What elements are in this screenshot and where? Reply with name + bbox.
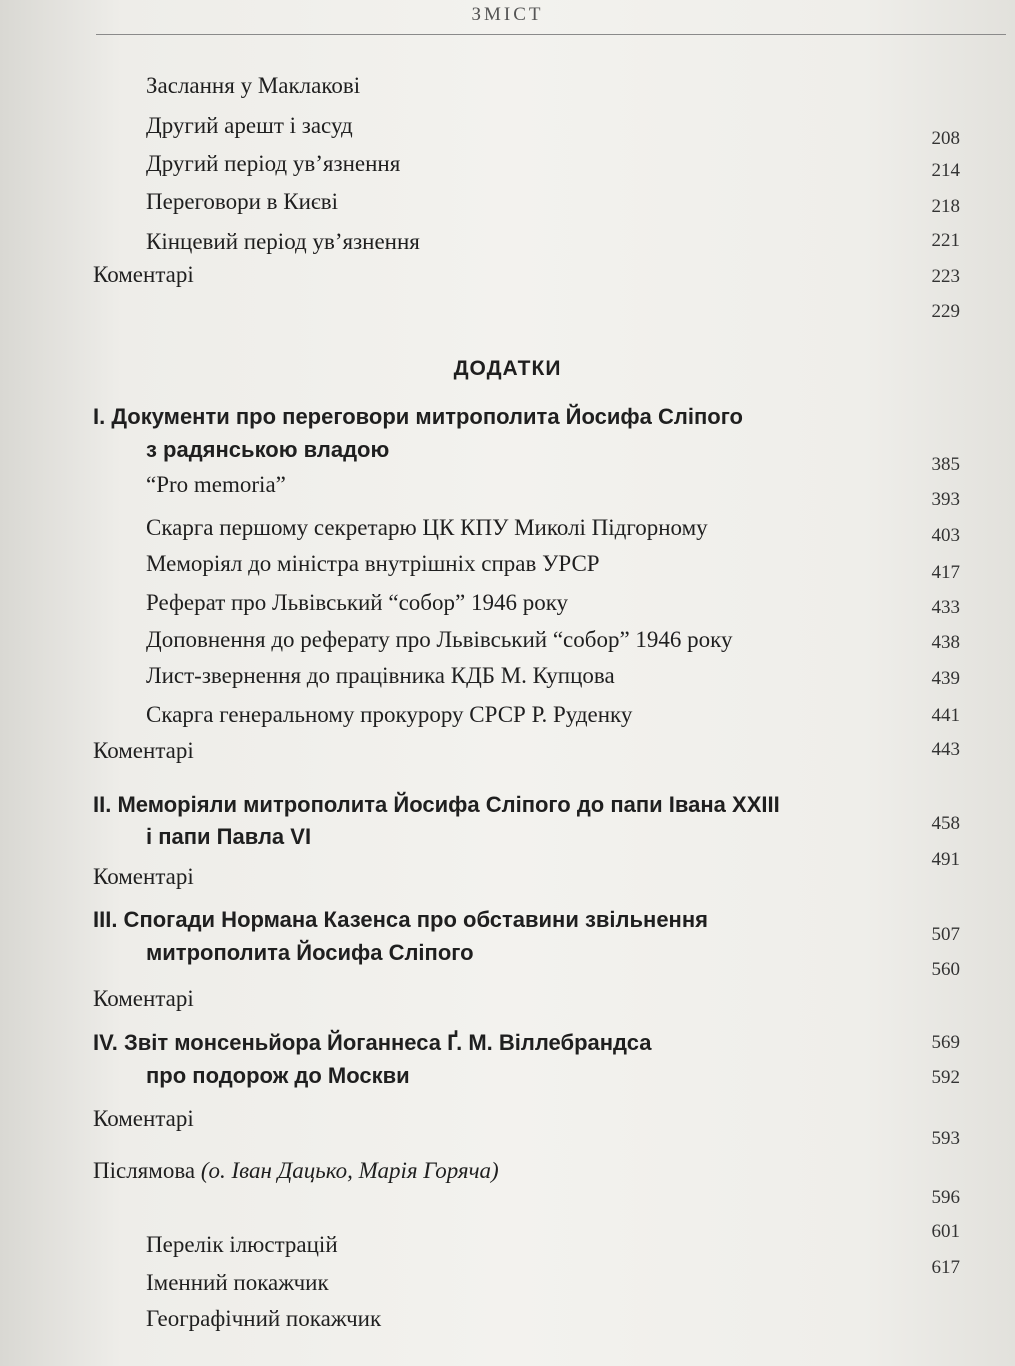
toc-entry: Коментарі xyxy=(93,986,194,1011)
page-number: 214 xyxy=(931,160,960,181)
part-title: ІІ. Меморіяли митрополита Йосифа Сліпого до папи Івана ХХІІІ xyxy=(93,792,780,817)
page-number: 443 xyxy=(931,739,960,760)
afterword-label: Післямова xyxy=(93,1158,196,1183)
toc-entry: Другий арешт і засуд xyxy=(146,113,353,138)
part-title: ІІІ. Спогади Нормана Казенса про обставини звільнення xyxy=(93,907,708,932)
toc-entry: Другий період ув’язнення xyxy=(146,151,401,176)
page-number: 439 xyxy=(931,668,960,689)
page-number: 221 xyxy=(931,230,960,251)
page-number: 560 xyxy=(931,959,960,980)
toc-entry-afterword xyxy=(93,1158,499,1184)
page-number: 507 xyxy=(931,924,960,945)
page-number: 433 xyxy=(931,597,960,618)
page-number: 617 xyxy=(931,1257,960,1278)
toc-entry: Коментарі xyxy=(93,1106,194,1131)
toc-entry: Скарга генеральному прокурору СРСР Р. Руденку xyxy=(146,702,633,727)
page-number: 491 xyxy=(931,849,960,870)
page-number: 229 xyxy=(931,301,960,322)
toc-entry: Географічний покажчик xyxy=(146,1306,382,1331)
page-number: 385 xyxy=(931,454,960,475)
toc-entry: Заслання у Маклакові xyxy=(146,73,361,98)
toc-entry: Меморіял до міністра внутрішніх справ УРСР xyxy=(146,551,600,576)
toc-entry: Скарга першому секретарю ЦК КПУ Миколі Підгорному xyxy=(146,515,708,540)
page-number: 458 xyxy=(931,813,960,834)
page-number: 438 xyxy=(931,632,960,653)
part-title: IV. Звіт монсеньйора Йоганнеса Ґ. М. Віллебрандса xyxy=(93,1030,652,1055)
header-rule xyxy=(96,34,1006,35)
page-number: 223 xyxy=(931,266,960,287)
part-title: митрополита Йосифа Сліпого xyxy=(146,940,474,965)
part-title: І. Документи про переговори митрополита Йосифа Сліпого xyxy=(93,404,743,429)
page-number: 569 xyxy=(931,1032,960,1053)
page-number: 403 xyxy=(931,525,960,546)
toc-entry: Лист-звернення до працівника КДБ М. Купцова xyxy=(146,663,615,688)
page-number: 593 xyxy=(931,1128,960,1149)
page-number: 393 xyxy=(931,489,960,510)
toc-entry: Реферат про Львівський “собор” 1946 року xyxy=(146,590,569,615)
page-number: 218 xyxy=(931,196,960,217)
part-title: і папи Павла VI xyxy=(146,824,312,849)
section-title: ДОДАТКИ xyxy=(453,357,562,380)
toc-entry: Коментарі xyxy=(93,738,194,763)
page-number: 596 xyxy=(931,1187,960,1208)
page-number: 592 xyxy=(931,1067,960,1088)
toc-entry: Іменний покажчик xyxy=(146,1270,329,1295)
afterword-authors: (о. Іван Дацько, Марія Горяча) xyxy=(200,1158,499,1183)
page-number: 417 xyxy=(931,562,960,583)
page-number: 601 xyxy=(931,1221,960,1242)
toc-entry: Доповнення до реферату про Львівський “собор” 1946 року xyxy=(146,627,733,652)
toc-entry: “Pro memoria” xyxy=(146,472,286,497)
toc-entry: Коментарі xyxy=(93,864,194,889)
toc-entry: Перелік ілюстрацій xyxy=(146,1232,338,1257)
page-number: 208 xyxy=(931,128,960,149)
toc-entry: Кінцевий період ув’язнення xyxy=(146,229,420,254)
toc-entry: Коментарі xyxy=(93,262,194,287)
part-title: з радянською владою xyxy=(146,437,390,462)
page-number: 441 xyxy=(931,705,960,726)
page-header: ЗМІСТ xyxy=(471,4,544,25)
part-title: про подорож до Москви xyxy=(146,1063,410,1088)
toc-entry: Переговори в Києві xyxy=(146,189,339,214)
